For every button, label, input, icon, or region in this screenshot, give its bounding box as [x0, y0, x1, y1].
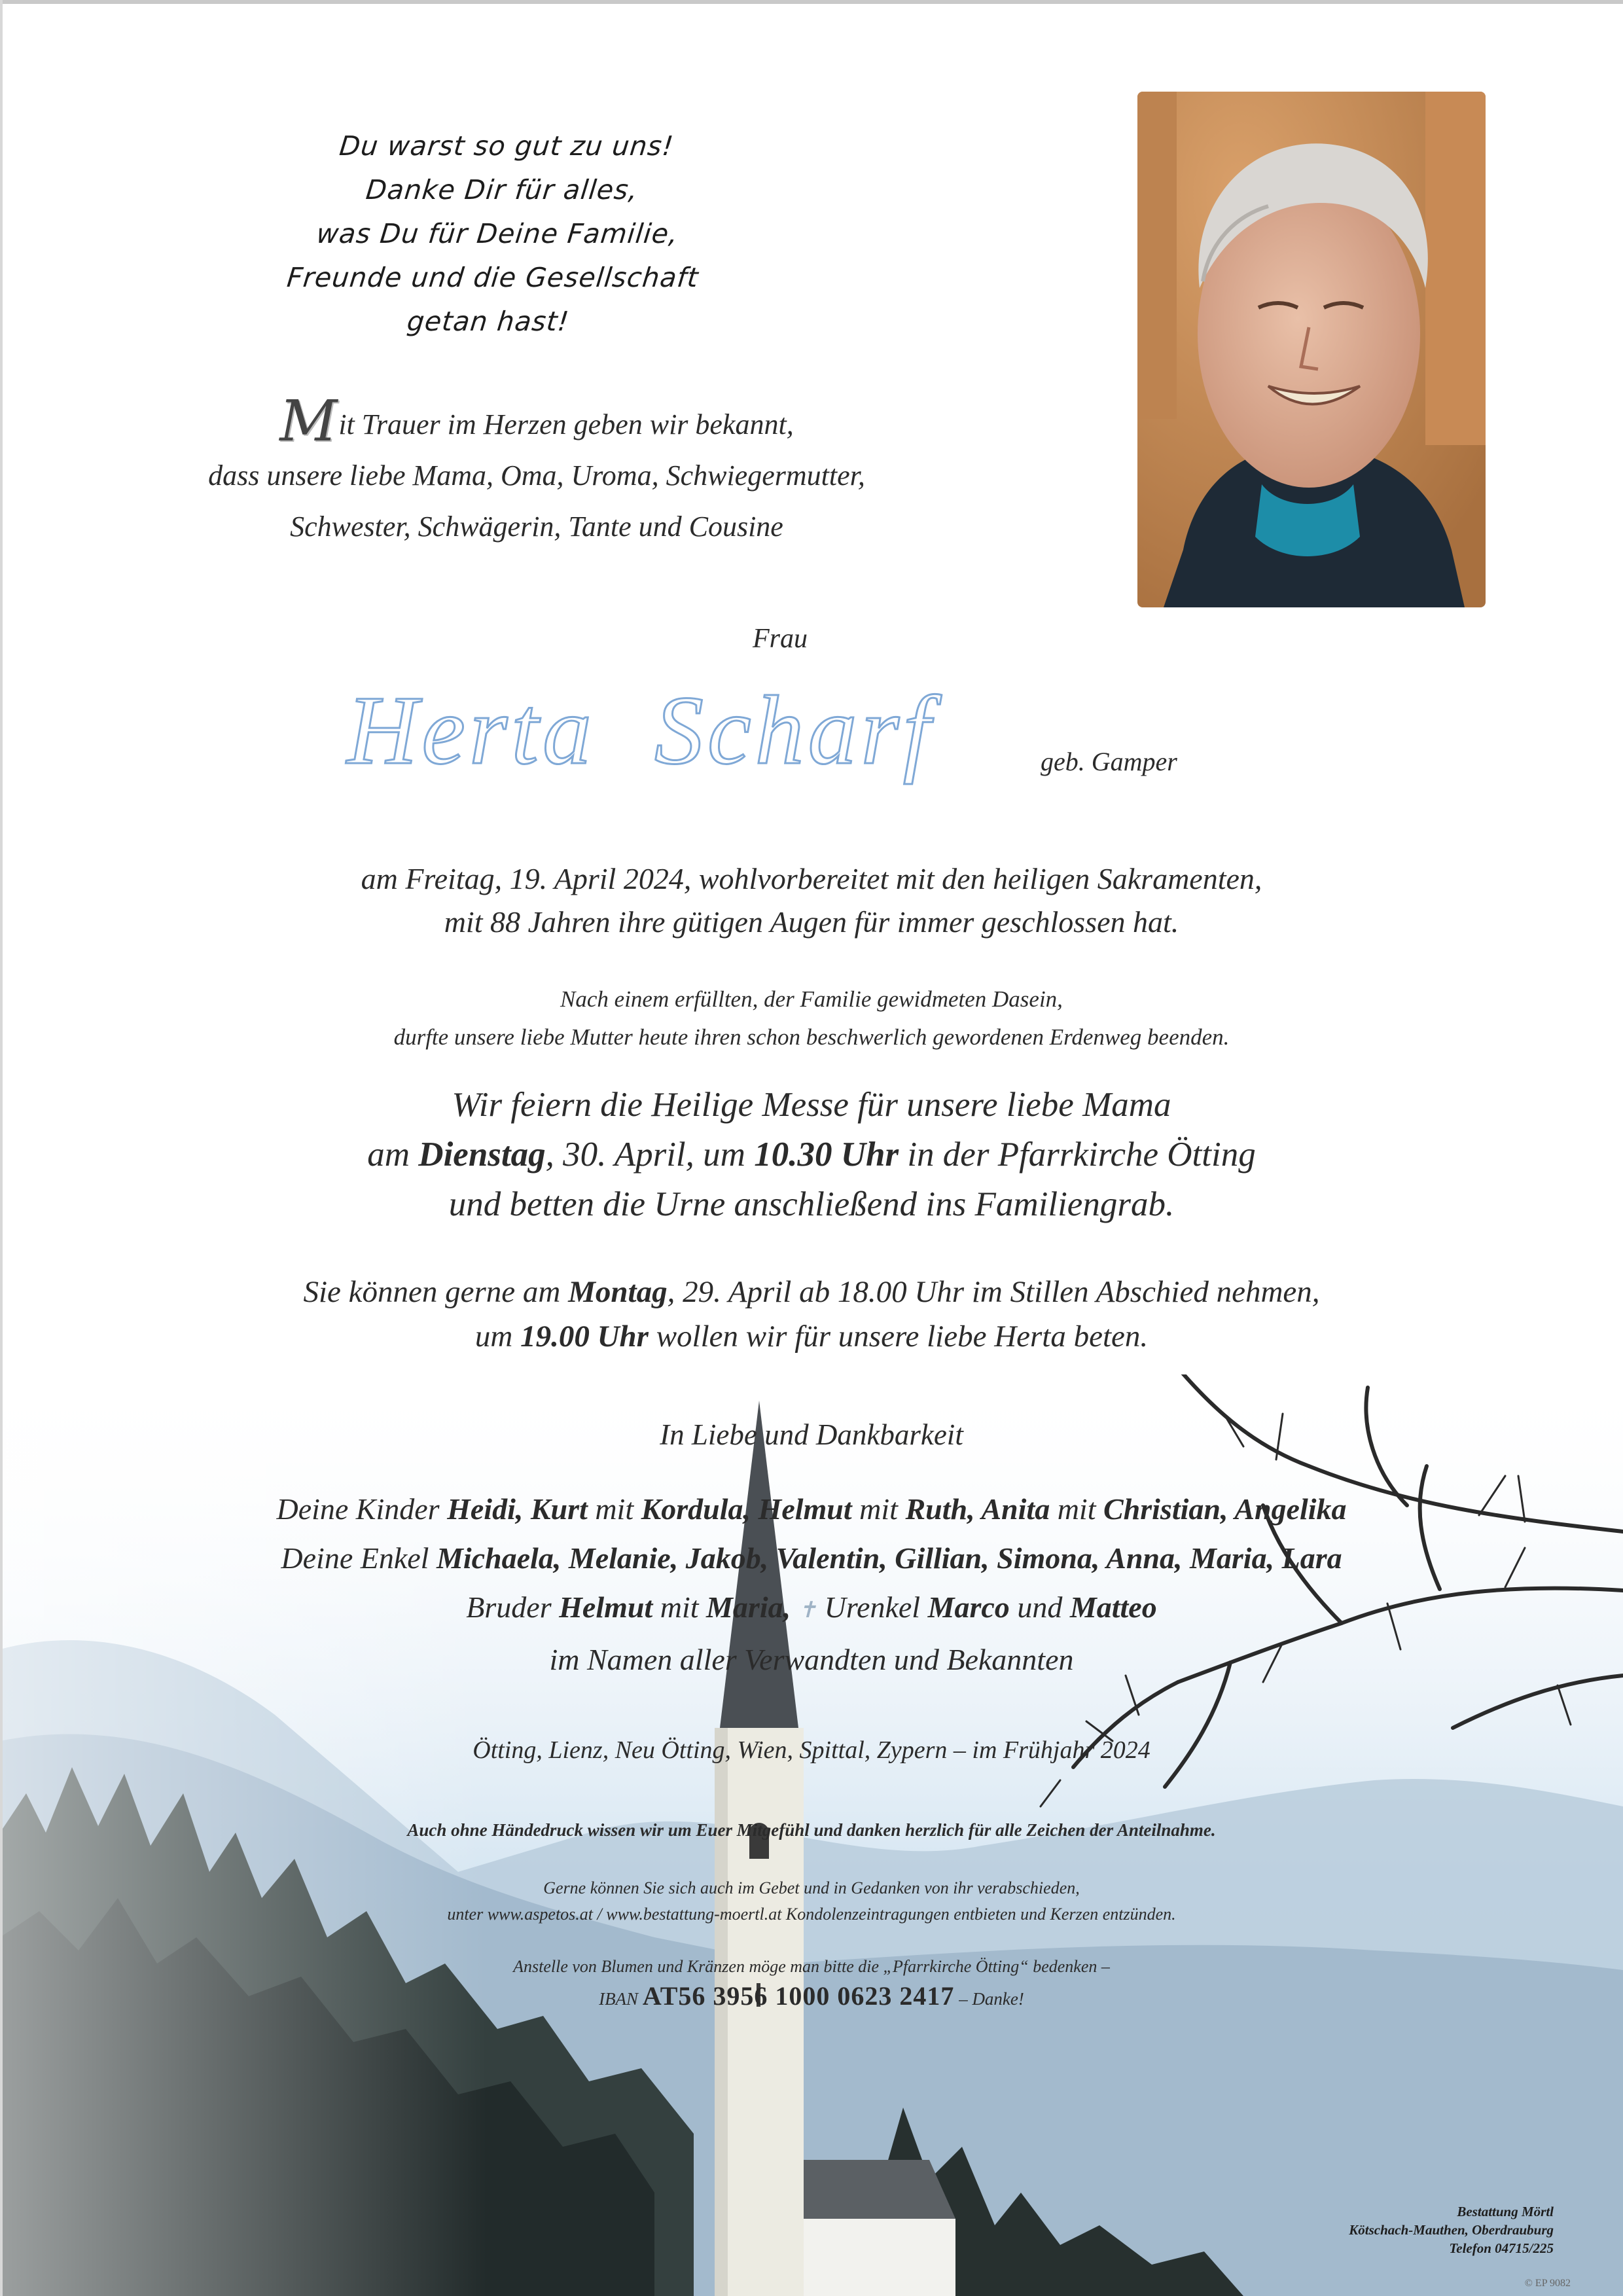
- death-notice-line: am Freitag, 19. April 2024, wohlvorbereitet mit den heiligen Sakramenten,: [361, 862, 1262, 895]
- online-line: Gerne können Sie sich auch im Gebet und in Gedanken von ihr verabschieden,: [543, 1878, 1080, 1897]
- viewing-line: [0, 1314, 1623, 1359]
- motto-line: Freunde und die Gesellschaft: [285, 262, 700, 293]
- online-condolence: [0, 1875, 1623, 1928]
- first-name: Herta: [347, 676, 596, 785]
- mass-line: und betten die Urne anschließend ins Familiengrab.: [448, 1185, 1175, 1223]
- relatives-line: im Namen aller Verwandten und Bekannten: [549, 1643, 1074, 1676]
- mass-line: Wir feiern die Heilige Messe für unsere liebe Mama: [452, 1086, 1171, 1124]
- funeral-home-name: Bestattung Mörtl: [1457, 2204, 1554, 2219]
- funeral-home-info: [1349, 2202, 1554, 2257]
- donation-request: Anstelle von Blumen und Kränzen möge man bitte die „Pfarrkirche Ötting“ bedenken –: [513, 1957, 1110, 1976]
- mass-line: [0, 1130, 1623, 1179]
- life-summary: [0, 980, 1623, 1056]
- online-line: unter www.aspetos.at / www.bestattung-moertl.at Kondolenzeintragungen entbieten und Kerzen entzünden.: [447, 1905, 1176, 1924]
- mass-text: am: [367, 1136, 419, 1174]
- cross-icon: ✝: [798, 1598, 817, 1623]
- iban-number: AT56 3956 1000 0623 2417: [642, 1981, 955, 2011]
- salutation: Frau: [753, 624, 808, 654]
- great-grandchild-name: Matteo: [1069, 1590, 1157, 1624]
- mass-announcement: [0, 1080, 1623, 1229]
- viewing-text: wollen wir für unsere liebe Herta beten.: [648, 1319, 1149, 1354]
- great-grandchildren-label: Urenkel: [824, 1590, 921, 1624]
- motto-line: Danke Dir für alles,: [364, 174, 640, 206]
- brother-name: Helmut: [559, 1590, 653, 1624]
- child-name: Ruth, Anita: [905, 1492, 1050, 1526]
- brother-label: Bruder: [466, 1590, 552, 1624]
- brother-wife-name: Maria,: [706, 1590, 791, 1624]
- children-line: [0, 1484, 1623, 1534]
- child-name: Heidi, Kurt: [447, 1492, 588, 1526]
- thanks-line: Auch ohne Händedruck wissen wir um Euer Mitgefühl und danken herzlich für alle Zeichen der Anteilnahme.: [407, 1820, 1216, 1840]
- funeral-home-location: Kötschach-Mauthen, Oberdrauburg: [1349, 2222, 1554, 2238]
- closing-phrase: In Liebe und Dankbarkeit: [660, 1418, 963, 1451]
- viewing-text: um: [474, 1319, 521, 1354]
- handwritten-motto: [237, 124, 757, 344]
- intro-line: Schwester, Schwägerin, Tante und Cousine: [290, 511, 783, 543]
- prayer-time: 19.00 Uhr: [520, 1319, 649, 1354]
- life-summary-line: Nach einem erfüllten, der Familie gewidmeten Dasein,: [560, 986, 1063, 1012]
- iban-label: IBAN: [599, 1989, 643, 2009]
- life-summary-line: durfte unsere liebe Mutter heute ihren schon beschwerlich gewordenen Erdenweg beenden.: [393, 1024, 1230, 1050]
- family-list: [0, 1484, 1623, 1684]
- intro-line: dass unsere liebe Mama, Oma, Uroma, Schwiegermutter,: [208, 459, 865, 492]
- intro-line-text: it Trauer im Herzen geben wir bekannt,: [338, 408, 794, 440]
- viewing-text: Sie können gerne am: [303, 1275, 569, 1309]
- mass-day: Dienstag: [418, 1136, 546, 1174]
- funeral-home-phone: Telefon 04715/225: [1449, 2240, 1554, 2256]
- separator: mit: [587, 1492, 641, 1526]
- separator: und: [1009, 1590, 1070, 1624]
- separator: mit: [1050, 1492, 1103, 1526]
- motto-line: was Du für Deine Familie,: [315, 218, 680, 249]
- great-grandchild-name: Marco: [927, 1590, 1010, 1624]
- death-notice: [0, 857, 1623, 944]
- scan-top-edge: [0, 0, 1623, 4]
- viewing-announcement: [0, 1270, 1623, 1359]
- template-code: © EP 9082: [1524, 2278, 1571, 2289]
- children-label: Deine Kinder: [276, 1492, 440, 1526]
- announcement-intro: [131, 389, 942, 552]
- grandchildren-label: Deine Enkel: [281, 1541, 429, 1575]
- decorative-initial: M: [279, 389, 338, 454]
- mass-text: , 30. April, um: [545, 1136, 755, 1174]
- iban-suffix: – Danke!: [954, 1989, 1024, 2009]
- donation-iban-line: [0, 1982, 1623, 2013]
- viewing-day: Montag: [568, 1275, 668, 1309]
- child-name: Kordula, Helmut: [641, 1492, 852, 1526]
- mass-text: in der Pfarrkirche Ötting: [899, 1136, 1256, 1174]
- child-name: Christian, Angelika: [1103, 1492, 1347, 1526]
- siblings-line: [0, 1583, 1623, 1635]
- death-notice-line: mit 88 Jahren ihre gütigen Augen für immer geschlossen hat.: [444, 905, 1179, 939]
- birth-name: geb. Gamper: [1041, 747, 1177, 776]
- portrait-photo: [1137, 92, 1486, 607]
- separator: mit: [652, 1590, 707, 1624]
- places-line: Ötting, Lienz, Neu Ötting, Wien, Spittal, Zypern – im Frühjahr 2024: [473, 1736, 1150, 1764]
- viewing-text: , 29. April ab 18.00 Uhr im Stillen Abschied nehmen,: [667, 1275, 1320, 1309]
- motto-line: Du warst so gut zu uns!: [338, 130, 675, 162]
- grandchildren-line: [0, 1534, 1623, 1583]
- motto-line: getan hast!: [405, 306, 571, 337]
- deceased-name: [347, 674, 993, 787]
- grandchildren-names: Michaela, Melanie, Jakob, Valentin, Gillian, Simona, Anna, Maria, Lara: [436, 1541, 1342, 1575]
- intro-line: [131, 389, 942, 454]
- separator: mit: [851, 1492, 906, 1526]
- last-name: Scharf: [654, 676, 935, 785]
- mass-time: 10.30 Uhr: [754, 1136, 899, 1174]
- viewing-line: [0, 1270, 1623, 1314]
